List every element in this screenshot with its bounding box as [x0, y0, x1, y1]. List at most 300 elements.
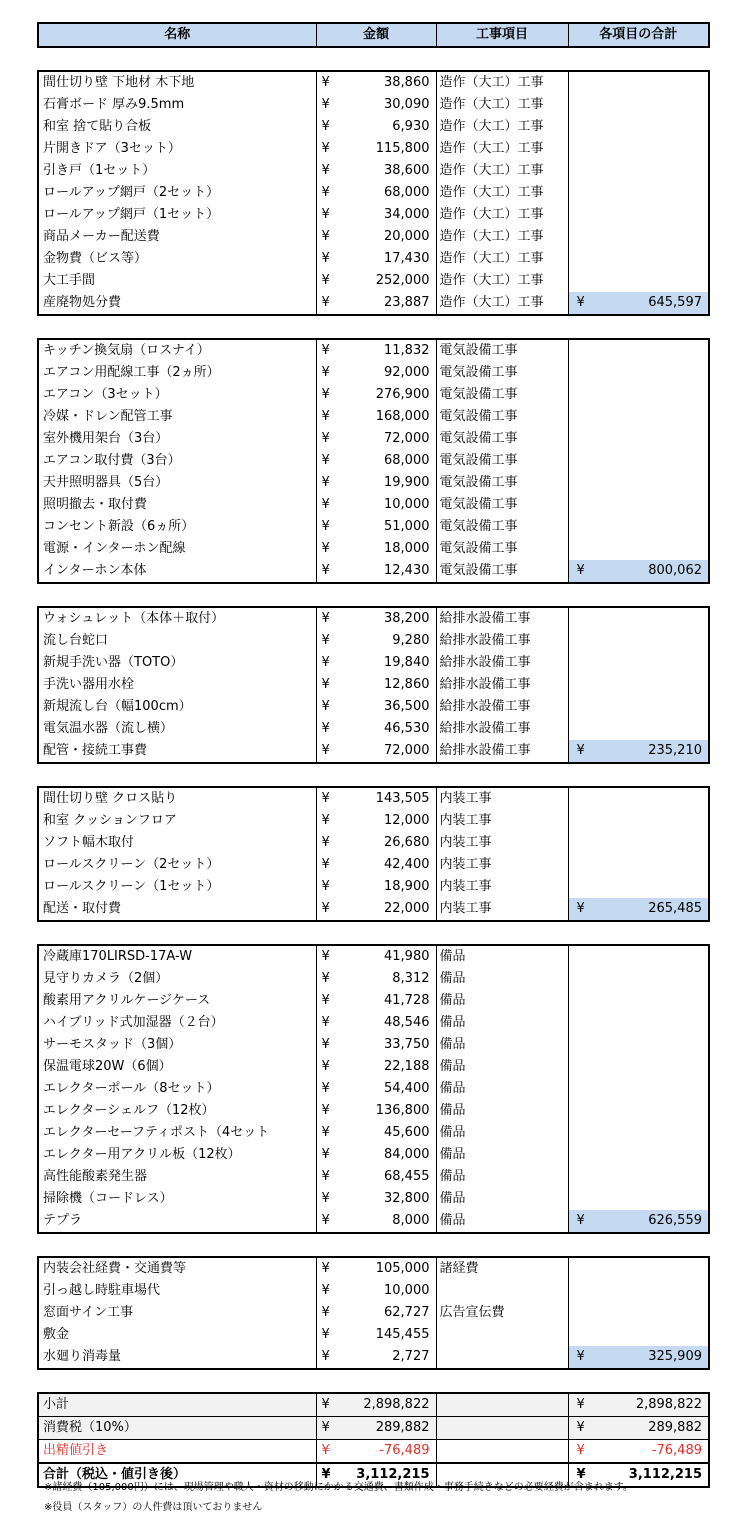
item-name: 保温電球20W（6個）: [38, 1056, 316, 1078]
header-total: 各項目の合計: [568, 23, 709, 47]
item-amount-cell: [316, 384, 436, 406]
summary-label: 合計（税込・値引き後）: [38, 1463, 316, 1487]
footnote: ※諸経費（105,000円）には、現場管理や職人・資材の移動にかかる交通費、書類作成・事務手続きなどの必要経費が含まれます。: [44, 1482, 633, 1493]
item-amount: 115,800: [375, 141, 430, 156]
item-category: 電気設備工事: [436, 560, 568, 583]
item-category: 内装工事: [436, 876, 568, 898]
item-amount-cell: [316, 1188, 436, 1210]
block-total-cell: [568, 630, 709, 652]
block-total-cell: [568, 990, 709, 1012]
item-amount: 72,000: [384, 743, 430, 758]
item-category: 電気設備工事: [436, 472, 568, 494]
item-amount-cell: [316, 406, 436, 428]
summary-amount-cell: [316, 1417, 436, 1440]
item-amount-cell: [316, 472, 436, 494]
yen-mark: ¥: [321, 813, 330, 828]
yen-mark: ¥: [321, 1191, 330, 1206]
item-amount: 68,000: [384, 185, 430, 200]
block-total-cell: [568, 1034, 709, 1056]
yen-mark: ¥: [321, 633, 330, 648]
block-total-cell: [568, 876, 709, 898]
item-amount: 18,000: [384, 541, 430, 556]
table-row: [38, 182, 709, 204]
block-total-cell: [568, 292, 709, 315]
item-name: ロールアップ網戸（1セット）: [38, 204, 316, 226]
yen-mark: ¥: [321, 949, 330, 964]
yen-mark: ¥: [321, 387, 330, 402]
item-amount: 252,000: [375, 273, 430, 288]
summary-row: [38, 1440, 709, 1464]
table-row: [38, 1012, 709, 1034]
yen-mark: ¥: [321, 453, 330, 468]
item-amount-cell: [316, 674, 436, 696]
item-amount: 2,727: [392, 1349, 430, 1364]
block-total-cell: [568, 226, 709, 248]
yen-mark: ¥: [321, 343, 330, 358]
item-amount-cell: [316, 652, 436, 674]
table-row: [38, 94, 709, 116]
item-amount-cell: [316, 560, 436, 583]
table-row: [38, 292, 709, 315]
yen-mark: ¥: [321, 185, 330, 200]
summary-total: 289,882: [648, 1420, 702, 1435]
block-total-cell: [568, 1078, 709, 1100]
item-amount: 22,000: [384, 901, 430, 916]
block-total-cell: [568, 94, 709, 116]
yen-mark: ¥: [576, 1420, 585, 1435]
yen-mark: ¥: [321, 1420, 330, 1435]
summary-total: -76,489: [651, 1443, 702, 1458]
yen-mark: ¥: [321, 75, 330, 90]
item-amount-cell: [316, 718, 436, 740]
table-row: [38, 968, 709, 990]
item-amount: 276,900: [375, 387, 430, 402]
summary-empty-cell: [436, 1440, 568, 1464]
item-category: 備品: [436, 1100, 568, 1122]
yen-mark: ¥: [321, 971, 330, 986]
item-amount: 42,400: [384, 857, 430, 872]
item-amount: 12,860: [384, 677, 430, 692]
block-total-value: 235,210: [648, 743, 702, 758]
item-amount-cell: [316, 1257, 436, 1280]
summary-total-cell: [568, 1417, 709, 1440]
table-row: [38, 138, 709, 160]
item-name: 冷蔵庫170LIRSD-17A-W: [38, 945, 316, 968]
item-amount: 18,900: [384, 879, 430, 894]
block-total-cell: [568, 182, 709, 204]
yen-mark: ¥: [321, 1305, 330, 1320]
item-category: 備品: [436, 945, 568, 968]
block-total-cell: [568, 160, 709, 182]
item-amount: 30,090: [384, 97, 430, 112]
item-amount: 8,312: [392, 971, 430, 986]
item-name: 流し台蛇口: [38, 630, 316, 652]
yen-mark: ¥: [321, 207, 330, 222]
item-amount: 68,455: [384, 1169, 430, 1184]
item-amount-cell: [316, 787, 436, 810]
block-total-cell: [568, 854, 709, 876]
yen-mark: ¥: [321, 229, 330, 244]
block-total-cell: [568, 1144, 709, 1166]
item-name: 室外機用架台（3台）: [38, 428, 316, 450]
item-amount-cell: [316, 898, 436, 921]
item-name: ウォシュレット（本体＋取付）: [38, 607, 316, 630]
footnote: ※役員（スタッフ）の人件費は頂いておりません: [44, 1502, 263, 1513]
table-row: [38, 945, 709, 968]
yen-mark: ¥: [321, 519, 330, 534]
summary-total: 3,112,215: [628, 1467, 702, 1482]
item-name: 照明撤去・取付費: [38, 494, 316, 516]
yen-mark: ¥: [321, 541, 330, 556]
table-row: [38, 384, 709, 406]
item-category: 内装工事: [436, 832, 568, 854]
item-amount: 19,900: [384, 475, 430, 490]
yen-mark: ¥: [321, 141, 330, 156]
table-row: [38, 990, 709, 1012]
block-total-cell: [568, 945, 709, 968]
table-row: [38, 854, 709, 876]
table-row: [38, 116, 709, 138]
item-amount-cell: [316, 494, 436, 516]
block-total-value: 265,485: [648, 901, 702, 916]
item-amount: 26,680: [384, 835, 430, 850]
item-amount: 20,000: [384, 229, 430, 244]
summary-label: 小計: [38, 1393, 316, 1417]
item-name: 見守りカメラ（2個）: [38, 968, 316, 990]
item-amount-cell: [316, 182, 436, 204]
block-total-cell: [568, 1100, 709, 1122]
item-amount-cell: [316, 1210, 436, 1233]
yen-mark: ¥: [576, 295, 585, 310]
table-row: [38, 787, 709, 810]
item-name: ソフト幅木取付: [38, 832, 316, 854]
item-amount: 19,840: [384, 655, 430, 670]
item-amount-cell: [316, 740, 436, 763]
item-name: エアコン用配線工事（2ヵ所）: [38, 362, 316, 384]
item-category: 備品: [436, 1012, 568, 1034]
table-row: [38, 718, 709, 740]
item-category: 備品: [436, 1056, 568, 1078]
block-total-cell: [568, 1166, 709, 1188]
table-row: [38, 248, 709, 270]
item-amount-cell: [316, 204, 436, 226]
yen-mark: ¥: [321, 119, 330, 134]
table-row: [38, 1324, 709, 1346]
table-row: [38, 494, 709, 516]
item-category: 給排水設備工事: [436, 652, 568, 674]
item-name: キッチン換気扇（ロスナイ）: [38, 339, 316, 362]
yen-mark: ¥: [321, 1397, 330, 1412]
table-row: [38, 898, 709, 921]
block-total-cell: [568, 428, 709, 450]
yen-mark: ¥: [321, 563, 330, 578]
table-row: [38, 1210, 709, 1233]
yen-mark: ¥: [321, 497, 330, 512]
item-amount-cell: [316, 538, 436, 560]
item-amount: 41,980: [384, 949, 430, 964]
item-name: 電気温水器（流し横）: [38, 718, 316, 740]
item-amount: 12,430: [384, 563, 430, 578]
item-category: 給排水設備工事: [436, 630, 568, 652]
yen-mark: ¥: [321, 1349, 330, 1364]
item-amount: 38,860: [384, 75, 430, 90]
table-row: [38, 674, 709, 696]
item-amount: 6,930: [392, 119, 430, 134]
table-row: [38, 652, 709, 674]
block-total-cell: [568, 362, 709, 384]
table-row: [38, 270, 709, 292]
block-total-cell: [568, 1346, 709, 1369]
item-amount: 54,400: [384, 1081, 430, 1096]
item-amount: 32,800: [384, 1191, 430, 1206]
item-category: 内装工事: [436, 898, 568, 921]
estimate-block: [37, 944, 710, 1234]
table-row: [38, 1144, 709, 1166]
item-name: 手洗い器用水栓: [38, 674, 316, 696]
item-name: エアコン（3セット）: [38, 384, 316, 406]
item-category: 給排水設備工事: [436, 674, 568, 696]
item-amount-cell: [316, 428, 436, 450]
item-category: 造作（大工）工事: [436, 292, 568, 315]
item-name: 石膏ボード 厚み9.5mm: [38, 94, 316, 116]
yen-mark: ¥: [321, 1015, 330, 1030]
estimate-block: [37, 786, 710, 922]
item-amount: 105,000: [375, 1261, 430, 1276]
block-total-cell: [568, 204, 709, 226]
item-amount-cell: [316, 1280, 436, 1302]
yen-mark: ¥: [321, 993, 330, 1008]
yen-mark: ¥: [321, 365, 330, 380]
item-name: ロールスクリーン（2セット）: [38, 854, 316, 876]
header-amount: 金額: [316, 23, 436, 47]
item-amount-cell: [316, 854, 436, 876]
summary-label: 消費税（10%）: [38, 1417, 316, 1440]
yen-mark: ¥: [321, 295, 330, 310]
item-amount-cell: [316, 248, 436, 270]
item-amount-cell: [316, 450, 436, 472]
item-amount: 12,000: [384, 813, 430, 828]
block-total-cell: [568, 494, 709, 516]
table-row: [38, 696, 709, 718]
item-category: 造作（大工）工事: [436, 270, 568, 292]
table-row: [38, 876, 709, 898]
item-category: 備品: [436, 990, 568, 1012]
item-name: 高性能酸素発生器: [38, 1166, 316, 1188]
item-amount: 23,887: [384, 295, 430, 310]
header-name: 名称: [38, 23, 316, 47]
summary-amount: 2,898,822: [363, 1397, 430, 1412]
yen-mark: ¥: [576, 1443, 585, 1458]
item-category: 造作（大工）工事: [436, 116, 568, 138]
item-name: 金物費（ビス等）: [38, 248, 316, 270]
summary-amount-cell: [316, 1393, 436, 1417]
item-amount: 38,200: [384, 611, 430, 626]
item-name: 間仕切り壁 クロス貼り: [38, 787, 316, 810]
item-amount-cell: [316, 339, 436, 362]
summary-total-cell: [568, 1393, 709, 1417]
item-category: 備品: [436, 1034, 568, 1056]
summary-amount: -76,489: [379, 1443, 430, 1458]
block-total-cell: [568, 406, 709, 428]
item-name: エレクターシェルフ（12枚）: [38, 1100, 316, 1122]
yen-mark: ¥: [321, 677, 330, 692]
block-total-cell: [568, 248, 709, 270]
block-total-value: 645,597: [648, 295, 702, 310]
item-name: 掃除機（コードレス）: [38, 1188, 316, 1210]
table-row: [38, 832, 709, 854]
item-amount: 10,000: [384, 1283, 430, 1298]
block-total-cell: [568, 339, 709, 362]
yen-mark: ¥: [576, 1213, 585, 1228]
block-total-cell: [568, 1280, 709, 1302]
yen-mark: ¥: [321, 699, 330, 714]
yen-mark: ¥: [576, 1467, 586, 1482]
item-name: ロールスクリーン（1セット）: [38, 876, 316, 898]
yen-mark: ¥: [321, 611, 330, 626]
table-row: [38, 406, 709, 428]
item-name: 新規手洗い器（TOTO）: [38, 652, 316, 674]
yen-mark: ¥: [576, 563, 585, 578]
yen-mark: ¥: [321, 163, 330, 178]
yen-mark: ¥: [321, 655, 330, 670]
item-amount-cell: [316, 138, 436, 160]
item-amount-cell: [316, 876, 436, 898]
item-name: 引き戸（1セット）: [38, 160, 316, 182]
item-amount-cell: [316, 270, 436, 292]
item-amount-cell: [316, 630, 436, 652]
item-category: 広告宣伝費: [436, 1302, 568, 1324]
item-name: 新規流し台（幅100cm）: [38, 696, 316, 718]
item-name: 窓面サイン工事: [38, 1302, 316, 1324]
item-name: コンセント新設（6ヵ所）: [38, 516, 316, 538]
block-total-cell: [568, 270, 709, 292]
table-row: [38, 1302, 709, 1324]
item-category: 給排水設備工事: [436, 696, 568, 718]
item-category: 備品: [436, 1188, 568, 1210]
yen-mark: ¥: [321, 857, 330, 872]
item-amount: 51,000: [384, 519, 430, 534]
item-amount-cell: [316, 1122, 436, 1144]
item-category: 電気設備工事: [436, 339, 568, 362]
block-total-cell: [568, 1122, 709, 1144]
item-category: [436, 1346, 568, 1369]
yen-mark: ¥: [321, 1261, 330, 1276]
summary-amount-cell: [316, 1440, 436, 1464]
item-amount: 34,000: [384, 207, 430, 222]
block-total-cell: [568, 1056, 709, 1078]
item-amount-cell: [316, 1056, 436, 1078]
table-row: [38, 810, 709, 832]
item-amount-cell: [316, 1034, 436, 1056]
table-row: [38, 1034, 709, 1056]
estimate-block: [37, 70, 710, 316]
item-amount: 41,728: [384, 993, 430, 1008]
block-total-cell: [568, 1210, 709, 1233]
item-category: 造作（大工）工事: [436, 248, 568, 270]
estimate-block: [37, 1256, 710, 1370]
item-amount-cell: [316, 1302, 436, 1324]
item-category: 電気設備工事: [436, 450, 568, 472]
table-row: [38, 339, 709, 362]
block-total-cell: [568, 560, 709, 583]
block-total-cell: [568, 538, 709, 560]
item-amount-cell: [316, 1144, 436, 1166]
item-category: 造作（大工）工事: [436, 204, 568, 226]
item-name: 商品メーカー配送費: [38, 226, 316, 248]
summary-amount: 3,112,215: [356, 1467, 430, 1482]
item-amount-cell: [316, 116, 436, 138]
item-amount-cell: [316, 696, 436, 718]
block-total-cell: [568, 1302, 709, 1324]
item-amount-cell: [316, 832, 436, 854]
item-amount-cell: [316, 516, 436, 538]
item-amount: 22,188: [384, 1059, 430, 1074]
item-amount-cell: [316, 607, 436, 630]
item-amount: 33,750: [384, 1037, 430, 1052]
yen-mark: ¥: [321, 1443, 330, 1458]
item-amount: 145,455: [375, 1327, 430, 1342]
item-category: 内装工事: [436, 854, 568, 876]
item-amount: 10,000: [384, 497, 430, 512]
yen-mark: ¥: [321, 475, 330, 490]
item-name: ハイブリッド式加湿器（２台）: [38, 1012, 316, 1034]
item-amount: 38,600: [384, 163, 430, 178]
item-amount: 48,546: [384, 1015, 430, 1030]
item-name: 和室 クッションフロア: [38, 810, 316, 832]
table-row: [38, 1166, 709, 1188]
table-row: [38, 226, 709, 248]
item-category: 電気設備工事: [436, 428, 568, 450]
block-total-cell: [568, 116, 709, 138]
block-total-value: 325,909: [648, 1349, 702, 1364]
item-amount-cell: [316, 945, 436, 968]
table-row: [38, 538, 709, 560]
block-total-cell: [568, 607, 709, 630]
item-name: エレクターセーフティポスト（4セット: [38, 1122, 316, 1144]
item-amount-cell: [316, 968, 436, 990]
item-category: 備品: [436, 1122, 568, 1144]
table-row: [38, 1122, 709, 1144]
item-blocks: [37, 70, 708, 1370]
yen-mark: ¥: [321, 901, 330, 916]
item-category: 電気設備工事: [436, 494, 568, 516]
item-name: 配送・取付費: [38, 898, 316, 921]
item-category: 造作（大工）工事: [436, 71, 568, 94]
item-amount: 46,530: [384, 721, 430, 736]
yen-mark: ¥: [576, 901, 585, 916]
summary-empty-cell: [436, 1417, 568, 1440]
yen-mark: ¥: [321, 1283, 330, 1298]
yen-mark: ¥: [321, 1467, 331, 1482]
estimate-sheet: [37, 22, 708, 1488]
block-total-cell: [568, 1324, 709, 1346]
item-amount: 68,000: [384, 453, 430, 468]
header-row: [37, 22, 710, 48]
item-name: 配管・接続工事費: [38, 740, 316, 763]
footnotes: [44, 1478, 633, 1518]
item-amount-cell: [316, 1078, 436, 1100]
item-name: 天井照明器具（5台）: [38, 472, 316, 494]
item-amount-cell: [316, 990, 436, 1012]
block-total-cell: [568, 674, 709, 696]
block-total-cell: [568, 1012, 709, 1034]
block-total-cell: [568, 696, 709, 718]
table-row: [38, 1188, 709, 1210]
summary-table: [37, 1392, 710, 1488]
yen-mark: ¥: [321, 879, 330, 894]
item-name: インターホン本体: [38, 560, 316, 583]
table-row: [38, 1280, 709, 1302]
